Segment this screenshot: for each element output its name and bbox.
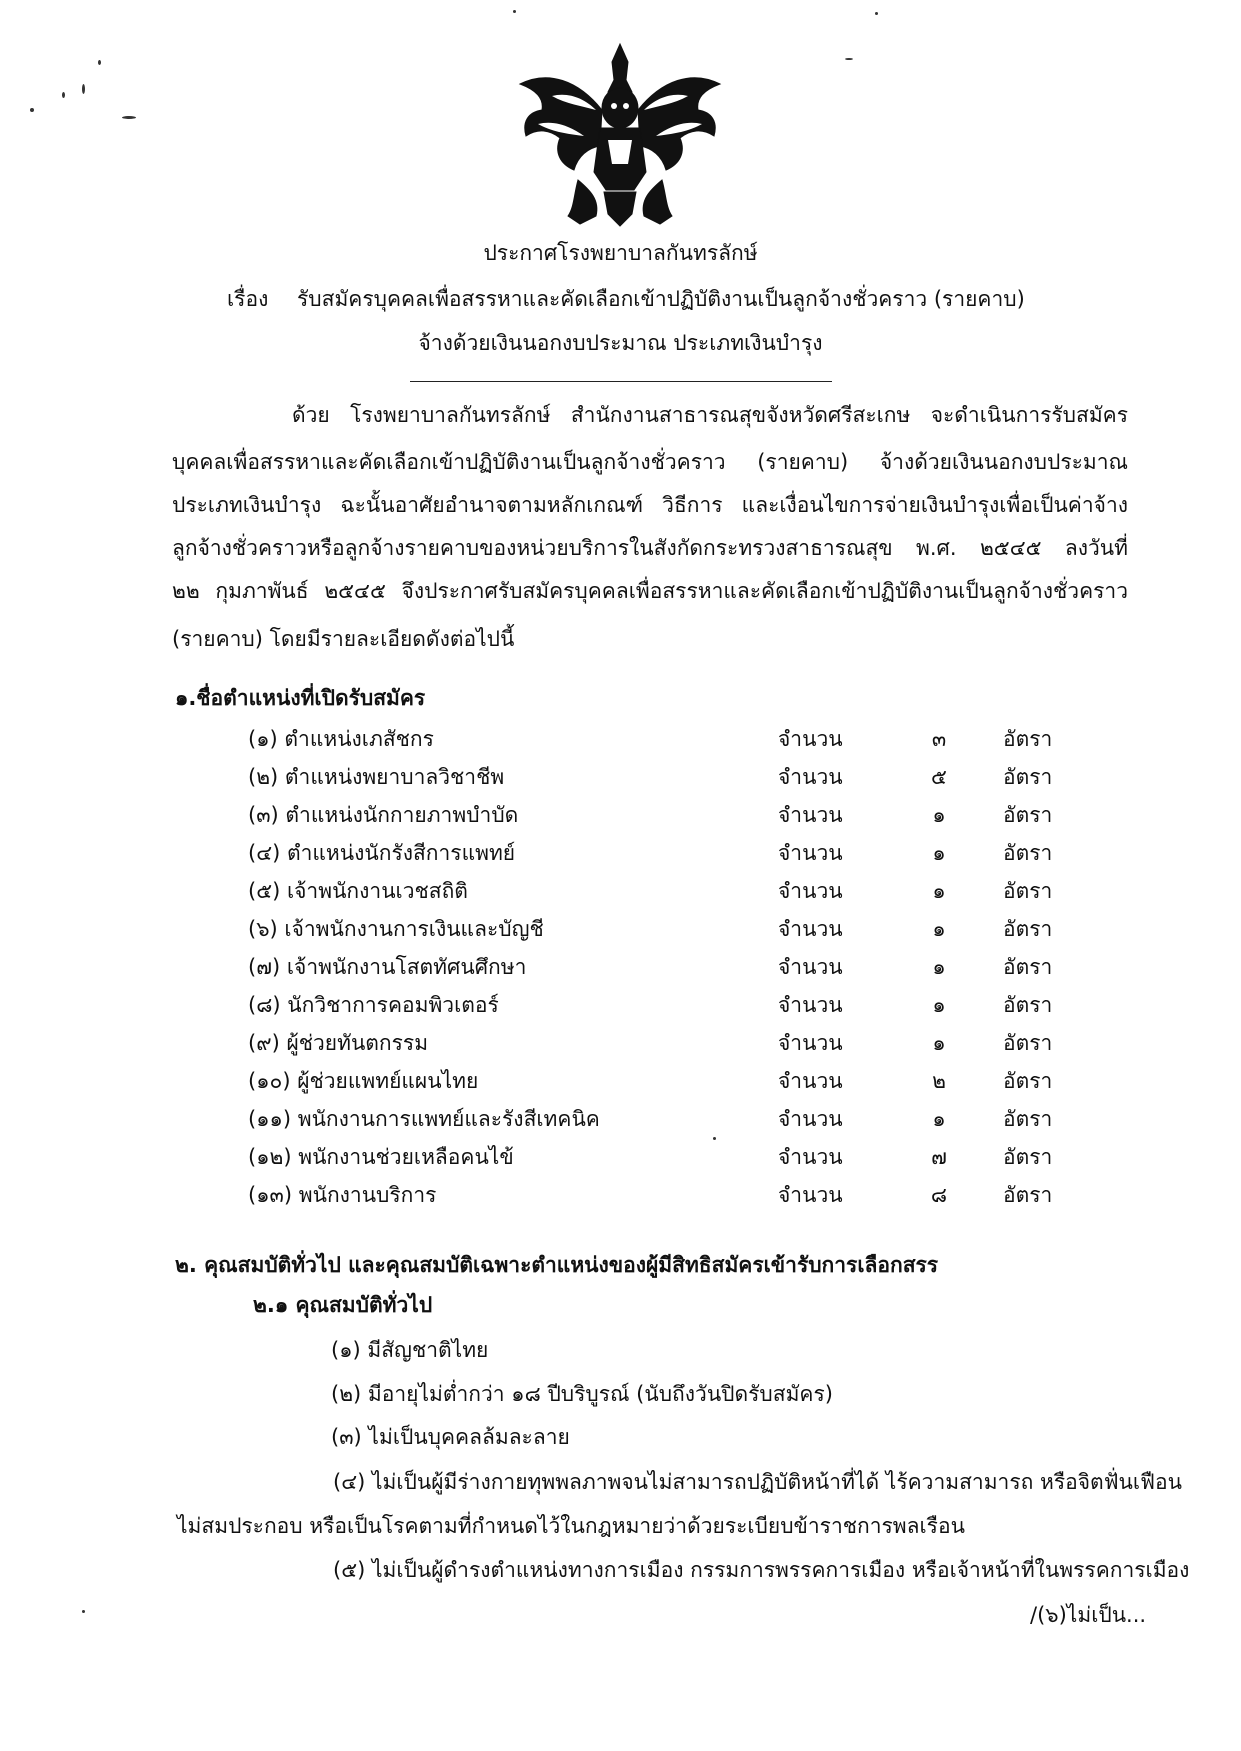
amount-value: ๘ xyxy=(930,1183,948,1207)
subject-label: เรื่อง xyxy=(227,287,269,311)
position-name: (๒) ตำแหน่งพยาบาลวิชาชีพ xyxy=(248,765,505,789)
subject-line-2: จ้างด้วยเงินนอกงบประมาณ ประเภทเงินบำรุง xyxy=(418,331,823,355)
amount-value: ๑ xyxy=(932,1107,946,1131)
amount-value: ๗ xyxy=(931,1145,947,1169)
amount-value: ๑ xyxy=(932,841,946,865)
unit-label: อัตรา xyxy=(1003,803,1053,827)
amount-label: จำนวน xyxy=(778,803,843,827)
amount-label: จำนวน xyxy=(778,917,843,941)
section2-1-heading: ๒.๑ คุณสมบัติทั่วไป xyxy=(253,1293,433,1317)
qualification-item-4-line-1: (๔) ไม่เป็นผู้มีร่างกายทุพพลภาพจนไม่สามารถปฏิบัติหน้าที่ได้ ไร้ความสามารถ หรือจิตฟั่นเฟือน xyxy=(333,1470,1182,1494)
section2-heading: ๒. คุณสมบัติทั่วไป และคุณสมบัติเฉพาะตำแหน่งของผู้มีสิทธิสมัครเข้ารับการเลือกสรร xyxy=(175,1253,939,1277)
unit-label: อัตรา xyxy=(1003,841,1053,865)
intro-line-2: บุคคลเพื่อสรรหาและคัดเลือกเข้าปฏิบัติงานเป็นลูกจ้างชั่วคราว (รายคาบ) จ้างด้วยเงินนอกงบประมาณ xyxy=(172,450,1128,474)
amount-label: จำนวน xyxy=(778,727,843,751)
amount-value: ๑ xyxy=(932,955,946,979)
unit-label: อัตรา xyxy=(1003,1145,1053,1169)
unit-label: อัตรา xyxy=(1003,1183,1053,1207)
position-name: (๑๐) ผู้ช่วยแพทย์แผนไทย xyxy=(248,1069,479,1093)
section1-heading: ๑.ชื่อตำแหน่งที่เปิดรับสมัคร xyxy=(175,686,426,710)
position-name: (๗) เจ้าพนักงานโสตทัศนศึกษา xyxy=(248,955,527,979)
amount-label: จำนวน xyxy=(778,765,843,789)
position-name: (๑๓) พนักงานบริการ xyxy=(248,1183,437,1207)
announcement-title: ประกาศโรงพยาบาลกันทรลักษ์ xyxy=(483,241,758,265)
position-row xyxy=(248,1102,1068,1136)
unit-label: อัตรา xyxy=(1003,1069,1053,1093)
scan-speck xyxy=(82,84,85,94)
position-name: (๑) ตำแหน่งเภสัชกร xyxy=(248,727,434,751)
scan-speck xyxy=(513,10,516,13)
position-row xyxy=(248,1178,1068,1212)
continued-marker: /(๖)ไม่เป็น... xyxy=(1030,1603,1147,1627)
amount-label: จำนวน xyxy=(778,1183,843,1207)
unit-label: อัตรา xyxy=(1003,1031,1053,1055)
amount-value: ๑ xyxy=(932,803,946,827)
position-row xyxy=(248,798,1068,832)
unit-label: อัตรา xyxy=(1003,955,1053,979)
header-divider xyxy=(410,381,832,382)
amount-value: ๒ xyxy=(932,1069,946,1093)
position-name: (๘) นักวิชาการคอมพิวเตอร์ xyxy=(248,993,499,1017)
intro-line-4: ลูกจ้างชั่วคราวหรือลูกจ้างรายคาบของหน่วยบริการในสังกัดกระทรวงสาธารณสุข พ.ศ. ๒๕๔๕ ลงวันที่ xyxy=(172,536,1128,560)
qualification-item-3: (๓) ไม่เป็นบุคคลล้มละลาย xyxy=(331,1425,570,1449)
scan-speck xyxy=(845,58,853,60)
amount-label: จำนวน xyxy=(778,879,843,903)
amount-label: จำนวน xyxy=(778,841,843,865)
qualification-item-4-line-2: ไม่สมประกอบ หรือเป็นโรคตามที่กำหนดไว้ในกฎหมายว่าด้วยระเบียบข้าราชการพลเรือน xyxy=(177,1514,965,1538)
intro-line-1: ด้วย โรงพยาบาลกันทรลักษ์ สำนักงานสาธารณสุขจังหวัดศรีสะเกษ จะดำเนินการรับสมัคร xyxy=(292,403,1128,427)
qualification-item-5: (๕) ไม่เป็นผู้ดำรงตำแหน่งทางการเมือง กรรมการพรรคการเมือง หรือเจ้าหน้าที่ในพรรคการเมือง xyxy=(333,1558,1190,1582)
subject-text: รับสมัครบุคคลเพื่อสรรหาและคัดเลือกเข้าปฏิบัติงานเป็นลูกจ้างชั่วคราว (รายคาบ) xyxy=(297,287,1025,311)
intro-line-6: (รายคาบ) โดยมีรายละเอียดดังต่อไปนี้ xyxy=(172,627,515,651)
scan-speck xyxy=(122,116,136,119)
unit-label: อัตรา xyxy=(1003,993,1053,1017)
position-row xyxy=(248,1140,1068,1174)
amount-label: จำนวน xyxy=(778,993,843,1017)
position-name: (๑๒) พนักงานช่วยเหลือคนไข้ xyxy=(248,1145,514,1169)
position-name: (๑๑) พนักงานการแพทย์และรังสีเทคนิค xyxy=(248,1107,600,1131)
unit-label: อัตรา xyxy=(1003,765,1053,789)
position-row xyxy=(248,722,1068,756)
intro-line-3: ประเภทเงินบำรุง ฉะนั้นอาศัยอำนาจตามหลักเกณฑ์ วิธีการ และเงื่อนไขการจ่ายเงินบำรุงเพื่อเป็นค่าจ้าง xyxy=(172,493,1128,517)
amount-label: จำนวน xyxy=(778,1069,843,1093)
position-row xyxy=(248,1064,1068,1098)
position-name: (๕) เจ้าพนักงานเวชสถิติ xyxy=(248,879,468,903)
amount-value: ๑ xyxy=(932,1031,946,1055)
intro-line-5: ๒๒ กุมภาพันธ์ ๒๕๔๕ จึงประกาศรับสมัครบุคคลเพื่อสรรหาและคัดเลือกเข้าปฏิบัติงานเป็นลูกจ้างชั่วคราว xyxy=(172,579,1128,603)
position-name: (๖) เจ้าพนักงานการเงินและบัญชี xyxy=(248,917,544,941)
position-row xyxy=(248,1026,1068,1060)
unit-label: อัตรา xyxy=(1003,727,1053,751)
amount-value: ๕ xyxy=(931,765,947,789)
amount-value: ๓ xyxy=(931,727,947,751)
unit-label: อัตรา xyxy=(1003,1107,1053,1131)
scan-speck xyxy=(875,12,878,15)
position-row xyxy=(248,760,1068,794)
position-row xyxy=(248,912,1068,946)
amount-value: ๑ xyxy=(932,917,946,941)
scan-speck xyxy=(30,108,34,112)
position-row xyxy=(248,988,1068,1022)
position-name: (๓) ตำแหน่งนักกายภาพบำบัด xyxy=(248,803,519,827)
scan-speck xyxy=(62,92,65,98)
scan-speck xyxy=(82,1610,85,1613)
unit-label: อัตรา xyxy=(1003,879,1053,903)
subject-line xyxy=(227,284,1025,314)
position-name: (๙) ผู้ช่วยทันตกรรม xyxy=(248,1031,429,1055)
amount-label: จำนวน xyxy=(778,1145,843,1169)
garuda-emblem-icon xyxy=(508,40,732,230)
position-row xyxy=(248,836,1068,870)
amount-label: จำนวน xyxy=(778,1031,843,1055)
amount-label: จำนวน xyxy=(778,955,843,979)
qualification-item-2: (๒) มีอายุไม่ต่ำกว่า ๑๘ ปีบริบูรณ์ (นับถึงวันปิดรับสมัคร) xyxy=(331,1382,833,1406)
position-row xyxy=(248,950,1068,984)
scan-speck xyxy=(98,60,101,65)
amount-label: จำนวน xyxy=(778,1107,843,1131)
amount-value: ๑ xyxy=(932,993,946,1017)
position-row xyxy=(248,874,1068,908)
unit-label: อัตรา xyxy=(1003,917,1053,941)
position-name: (๔) ตำแหน่งนักรังสีการแพทย์ xyxy=(248,841,516,865)
qualification-item-1: (๑) มีสัญชาติไทย xyxy=(331,1338,489,1362)
amount-value: ๑ xyxy=(932,879,946,903)
